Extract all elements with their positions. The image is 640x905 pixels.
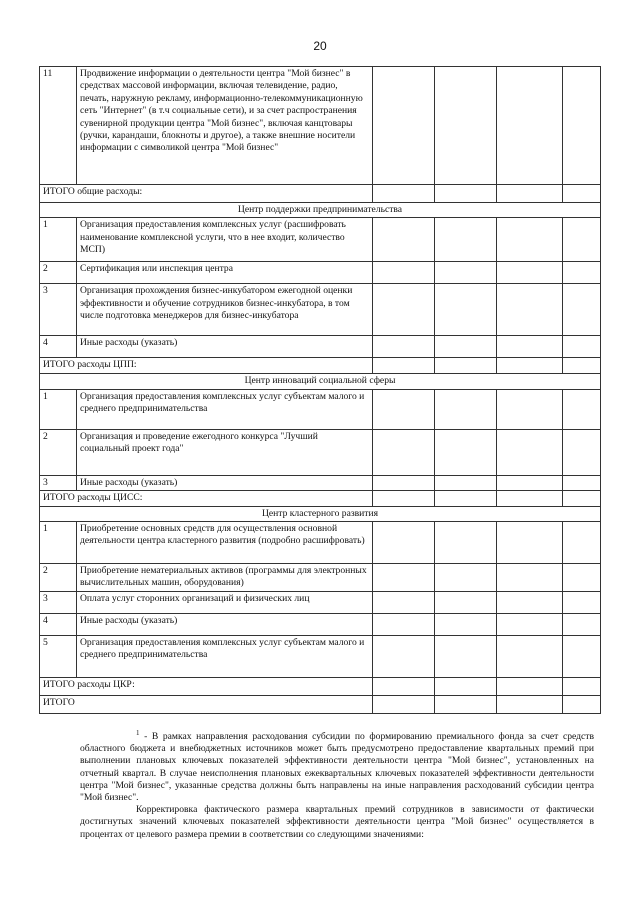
row-number-cell: 1 [40,389,77,429]
section-title-cell: Центр инноваций социальной сферы [40,374,601,389]
value-cell [563,336,601,358]
value-cell [497,475,563,490]
value-cell [373,522,435,564]
total-row [40,678,601,696]
footnote-mark: 1 [136,728,140,737]
value-cell [563,284,601,336]
value-cell [435,636,497,678]
table-row [40,522,601,564]
value-cell [435,284,497,336]
value-cell [435,185,497,203]
page-number: 20 [313,39,327,53]
row-description-cell: Организация и проведение ежегодного конкурса "Лучший социальный проект года" [77,429,373,475]
row-number-cell: 1 [40,218,77,262]
value-cell [563,491,601,506]
table-row [40,218,601,262]
value-cell [563,358,601,374]
table-row [40,636,601,678]
value-cell [497,592,563,614]
value-cell [435,336,497,358]
row-number-cell: 5 [40,636,77,678]
row-description-cell: Иные расходы (указать) [77,336,373,358]
value-cell [497,67,563,185]
row-number-cell: 3 [40,475,77,490]
value-cell [497,336,563,358]
table-row [40,429,601,475]
section-header-row [40,203,601,218]
value-cell [373,262,435,284]
total-row [40,696,601,714]
value-cell [563,218,601,262]
table-row [40,284,601,336]
value-cell [563,67,601,185]
value-cell [373,358,435,374]
value-cell [563,429,601,475]
row-description-cell: Организация предоставления комплексных услуг субъектам малого и среднего предпринимательства [77,636,373,678]
footnote-1-text: - В рамках направления расходования субсидии по формированию премиального фонда за счет средств областного бюджета и внебюджетных источников может быть предусмотрено предоставление квартальных премий при выполнении плановых ключевых показателей эффективности деятельности центра "Мой бизнес", установленных на отчетный квартал. В случае неисполнения плановых ежеквартальных ключевых показателей эффективности деятельности центра "Мой бизнес", указанные средства должны быть направлены на иные направления расходований субсидии центра "Мой бизнес". [80,731,594,804]
value-cell [373,475,435,490]
value-cell [497,696,563,714]
section-title-cell: Центр поддержки предпринимательства [40,203,601,218]
row-description-cell: Продвижение информации о деятельности центра "Мой бизнес" в средствах массовой информации, включая телевидение, радио, печать, наружную рекламу, информационно-телекоммуникационную сеть "Интернет" (в т.ч социальные сети), и за счет распространения сувенирной продукции центра "Мой бизнес", включая канцтовары (ручки, карандаши, блокноты и другое), а также внешние носители информации с символикой центра "Мой бизнес" [77,67,373,185]
value-cell [373,389,435,429]
section-header-row [40,374,601,389]
value-cell [563,678,601,696]
value-cell [497,284,563,336]
table-row [40,262,601,284]
table-row [40,67,601,185]
value-cell [373,429,435,475]
value-cell [373,185,435,203]
table-row [40,475,601,490]
row-number-cell: 4 [40,336,77,358]
total-row [40,491,601,506]
value-cell [563,262,601,284]
value-cell [497,522,563,564]
value-cell [435,564,497,592]
value-cell [497,218,563,262]
row-description-cell: Иные расходы (указать) [77,614,373,636]
footnote-1 [80,728,594,804]
value-cell [435,696,497,714]
value-cell [563,185,601,203]
table-row [40,336,601,358]
value-cell [373,564,435,592]
row-description-cell: Организация предоставления комплексных услуг субъектам малого и среднего предпринимательства [77,389,373,429]
total-label-cell: ИТОГО расходы ЦКР: [40,678,373,696]
total-row [40,185,601,203]
value-cell [435,358,497,374]
total-label-cell: ИТОГО расходы ЦПП: [40,358,373,374]
expense-table [39,66,601,714]
value-cell [563,522,601,564]
row-description-cell: Оплата услуг сторонних организаций и физических лиц [77,592,373,614]
row-description-cell: Приобретение нематериальных активов (программы для электронных вычислительных машин, оборудования) [77,564,373,592]
expense-table-body [40,67,601,714]
value-cell [373,592,435,614]
value-cell [497,564,563,592]
value-cell [435,67,497,185]
value-cell [373,491,435,506]
value-cell [435,218,497,262]
table-row [40,389,601,429]
value-cell [563,389,601,429]
value-cell [435,491,497,506]
table-row [40,614,601,636]
total-label-cell: ИТОГО [40,696,373,714]
footnotes [80,728,594,841]
row-number-cell: 3 [40,284,77,336]
value-cell [497,185,563,203]
total-label-cell: ИТОГО общие расходы: [40,185,373,203]
row-number-cell: 4 [40,614,77,636]
value-cell [373,336,435,358]
bonus-adjustment-paragraph: Корректировка фактического размера квартальных премий сотрудников в зависимости от фактически достигнутых значений ключевых показателей эффективности деятельности центра "Мой бизнес" осуществляется в процентах от целевого размера премии в соответствии со следующими значениями: [80,804,594,840]
row-description-cell: Приобретение основных средств для осуществления основной деятельности центра кластерного развития (подробно расшифровать) [77,522,373,564]
total-row [40,358,601,374]
value-cell [497,358,563,374]
value-cell [563,696,601,714]
row-description-cell: Сертификация или инспекция центра [77,262,373,284]
total-label-cell: ИТОГО расходы ЦИСС: [40,491,373,506]
row-number-cell: 2 [40,564,77,592]
value-cell [373,636,435,678]
value-cell [497,636,563,678]
row-description-cell: Организация прохождения бизнес-инкубатором ежегодной оценки эффективности и обучение сотрудников бизнес-инкубатора, в том числе подготовка менеджеров для бизнес-инкубатора [77,284,373,336]
value-cell [435,429,497,475]
value-cell [435,262,497,284]
value-cell [563,475,601,490]
value-cell [435,614,497,636]
value-cell [435,475,497,490]
row-number-cell: 11 [40,67,77,185]
value-cell [373,696,435,714]
value-cell [373,614,435,636]
value-cell [563,636,601,678]
value-cell [373,284,435,336]
row-description-cell: Организация предоставления комплексных услуг (расшифровать наименование комплексной услуги, что в нее входит, количество МСП) [77,218,373,262]
value-cell [373,218,435,262]
section-header-row [40,506,601,521]
value-cell [563,592,601,614]
value-cell [373,67,435,185]
table-row [40,564,601,592]
value-cell [373,678,435,696]
value-cell [497,429,563,475]
row-number-cell: 3 [40,592,77,614]
value-cell [435,522,497,564]
section-title-cell: Центр кластерного развития [40,506,601,521]
value-cell [435,389,497,429]
value-cell [497,389,563,429]
table-row [40,592,601,614]
value-cell [563,614,601,636]
row-description-cell: Иные расходы (указать) [77,475,373,490]
row-number-cell: 2 [40,429,77,475]
value-cell [497,491,563,506]
value-cell [563,564,601,592]
value-cell [497,678,563,696]
value-cell [435,678,497,696]
value-cell [497,614,563,636]
row-number-cell: 2 [40,262,77,284]
value-cell [435,592,497,614]
row-number-cell: 1 [40,522,77,564]
value-cell [497,262,563,284]
